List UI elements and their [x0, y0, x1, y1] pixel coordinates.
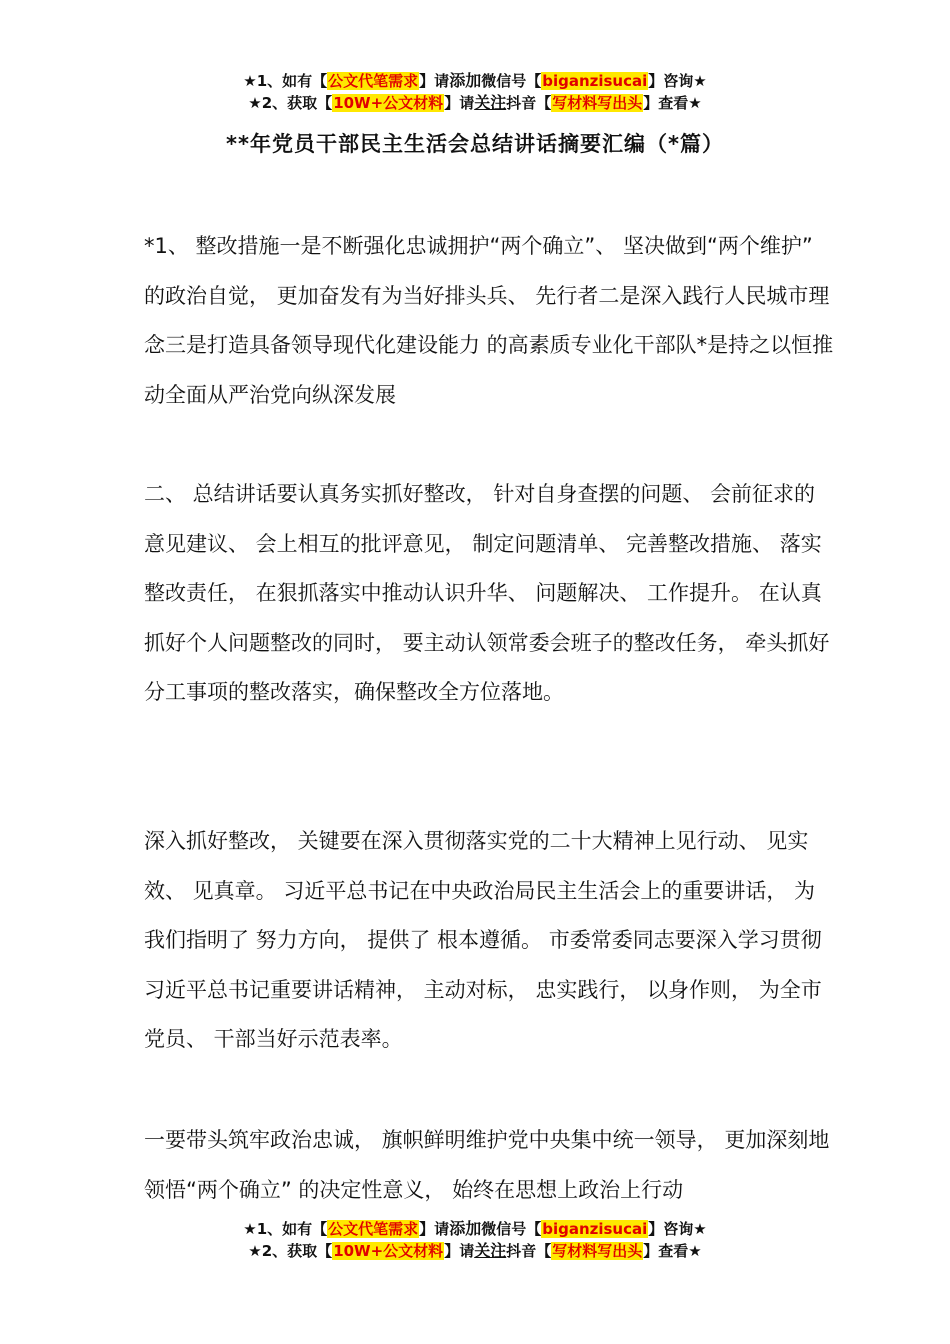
- promo-highlight: 公文代笔需求: [328, 72, 419, 90]
- promo-highlight: 10W+公文材料: [333, 1242, 444, 1260]
- promo-line-1: ★1、如有【公文代笔需求】请添加微信号【biganzisucai】咨询★: [243, 1219, 707, 1238]
- promo-highlight: 写材料写出头: [552, 1242, 643, 1260]
- promo-highlight: 公文代笔需求: [328, 1220, 419, 1238]
- document-title: **年党员干部民主生活会总结讲话摘要汇编（*篇）: [226, 132, 724, 156]
- paragraph-1: *1、 整改措施一是不断强化忠诚拥护“两个确立”、 坚决做到“两个维护” 的政治自觉， 更加奋发有为当好排头兵、 先行者二是深入践行人民城市理念三是打造具备领导现代化建设能力 的高素质专业化干部队*是持之以恒推动全面从严治党向纵深发展: [144, 234, 834, 407]
- promo-banner-top: [0, 70, 950, 114]
- paragraph-2: 二、 总结讲话要认真务实抓好整改， 针对自身查摆的问题、 会前征求的意见建议、 会上相互的批评意见， 制定问题清单、 完善整改措施、 落实整改责任， 在狠抓落实中推动认识升华、 问题解决、 工作提升。 在认真抓好个人问题整改的同时， 要主动认领常委会班子的整改任务， 牵头抓好分工事项的整改落实，确保整改全方位落地。: [144, 482, 830, 704]
- paragraph-4: 一要带头筑牢政治忠诚， 旗帜鲜明维护党中央集中统一领导， 更加深刻地领悟“两个确立” 的决定性意义， 始终在思想上政治上行动: [144, 1128, 830, 1202]
- promo-highlight: 10W+公文材料: [333, 94, 444, 112]
- promo-line-2: ★2、获取【10W+公文材料】请关注抖音【写材料写出头】查看★: [248, 93, 702, 112]
- promo-line-1: ★1、如有【公文代笔需求】请添加微信号【biganzisucai】咨询★: [243, 71, 707, 90]
- promo-highlight: biganzisucai: [542, 72, 648, 90]
- promo-line-2: ★2、获取【10W+公文材料】请关注抖音【写材料写出头】查看★: [248, 1241, 702, 1260]
- paragraph-3: 深入抓好整改， 关键要在深入贯彻落实党的二十大精神上见行动、 见实效、 见真章。 习近平总书记在中央政治局民主生活会上的重要讲话， 为我们指明了 努力方向， 提供了 根本遵循。 市委常委同志要深入学习贯彻习近平总书记重要讲话精神， 主动对标， 忠实践行， 以身作则， 为全市党员、 干部当好示范表率。: [144, 829, 822, 1051]
- promo-highlight: biganzisucai: [542, 1220, 648, 1238]
- promo-banner-bottom: [0, 1218, 950, 1262]
- promo-highlight: 写材料写出头: [552, 94, 643, 112]
